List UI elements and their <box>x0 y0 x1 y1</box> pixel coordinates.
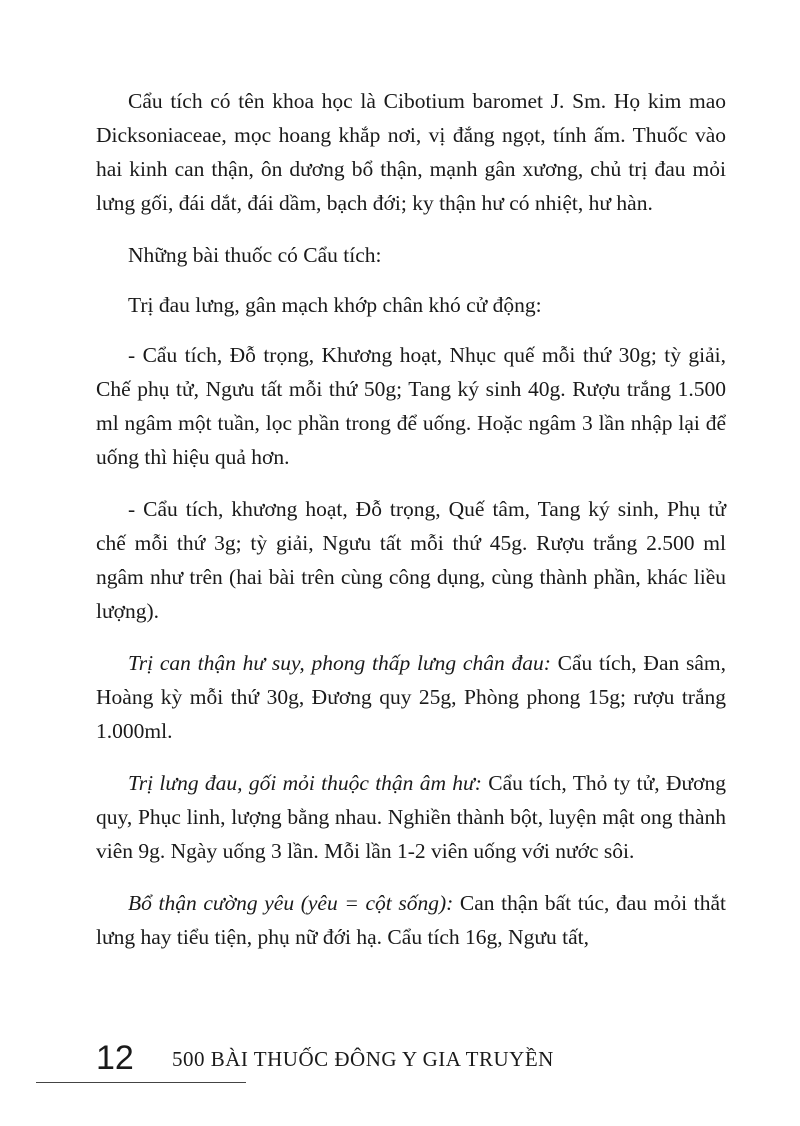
paragraph-back-pain-heading <box>96 288 726 322</box>
book-title: 500 BÀI THUỐC ĐÔNG Y GIA TRUYỀN <box>172 1047 554 1071</box>
paragraph-recipe-2 <box>96 492 726 628</box>
page-number: 12 <box>96 1039 134 1077</box>
page-body <box>96 84 726 972</box>
paragraph-text: Cẩu tích có tên khoa học là Cibotium baromet J. Sm. Họ kim mao Dicksoniaceae, mọc hoang khắp nơi, vị đắng ngọt, tính ấm. Thuốc vào hai kinh can thận, ôn dương bổ thận, mạnh gân xương, chủ trị đau mỏi lưng gối, đái dắt, đái dầm, bạch đới; ky thận hư có nhiệt, hư hàn. <box>96 89 726 215</box>
paragraph-recipe-4 <box>96 766 726 868</box>
paragraph-text: Trị đau lưng, gân mạch khớp chân khó cử động: <box>128 293 542 317</box>
paragraph-intro <box>96 84 726 220</box>
paragraph-text: Can thận bất túc, đau mỏi thắt lưng hay tiểu tiện, phụ nữ đới hạ. Cẩu tích 16g, Ngưu tất, <box>96 891 726 949</box>
paragraph-text: Những bài thuốc có Cẩu tích: <box>128 243 382 267</box>
paragraph-text: - Cẩu tích, Đỗ trọng, Khương hoạt, Nhục quế mỗi thứ 30g; tỳ giải, Chế phụ tử, Ngưu tất mỗi thứ 50g; Tang ký sinh 40g. Rượu trắng 1.500 ml ngâm một tuần, lọc phần trong để uống. Hoặc ngâm 3 lần nhập lại để uống thì hiệu quả hơn. <box>96 343 726 469</box>
paragraph-recipe-3 <box>96 646 726 748</box>
paragraph-lead: Trị can thận hư suy, phong thấp lưng chân đau: <box>128 651 551 675</box>
footer-divider <box>36 1082 246 1083</box>
paragraph-lead: Trị lưng đau, gối mỏi thuộc thận âm hư: <box>128 771 482 795</box>
paragraph-text: - Cẩu tích, khương hoạt, Đỗ trọng, Quế tâm, Tang ký sinh, Phụ tử chế mỗi thứ 3g; tỳ giải, Ngưu tất mỗi thứ 45g. Rượu trắng 2.500 ml ngâm như trên (hai bài trên cùng công dụng, cùng thành phần, khác liều lượng). <box>96 497 726 623</box>
paragraph-recipe-1 <box>96 338 726 474</box>
paragraph-remedies-heading <box>96 238 726 272</box>
paragraph-recipe-5 <box>96 886 726 954</box>
paragraph-text: Cẩu tích, Đan sâm, Hoàng kỳ mỗi thứ 30g, Đương quy 25g, Phòng phong 15g; rượu trắng 1.000ml. <box>96 651 727 743</box>
page-footer <box>96 1036 726 1086</box>
paragraph-text: Cẩu tích, Thỏ ty tử, Đương quy, Phục linh, lượng bằng nhau. Nghiền thành bột, luyện mật ong thành viên 9g. Ngày uống 3 lần. Mỗi lần 1-2 viên uống với nước sôi. <box>96 771 727 863</box>
paragraph-lead: Bổ thận cường yêu (yêu = cột sống): <box>128 891 454 915</box>
